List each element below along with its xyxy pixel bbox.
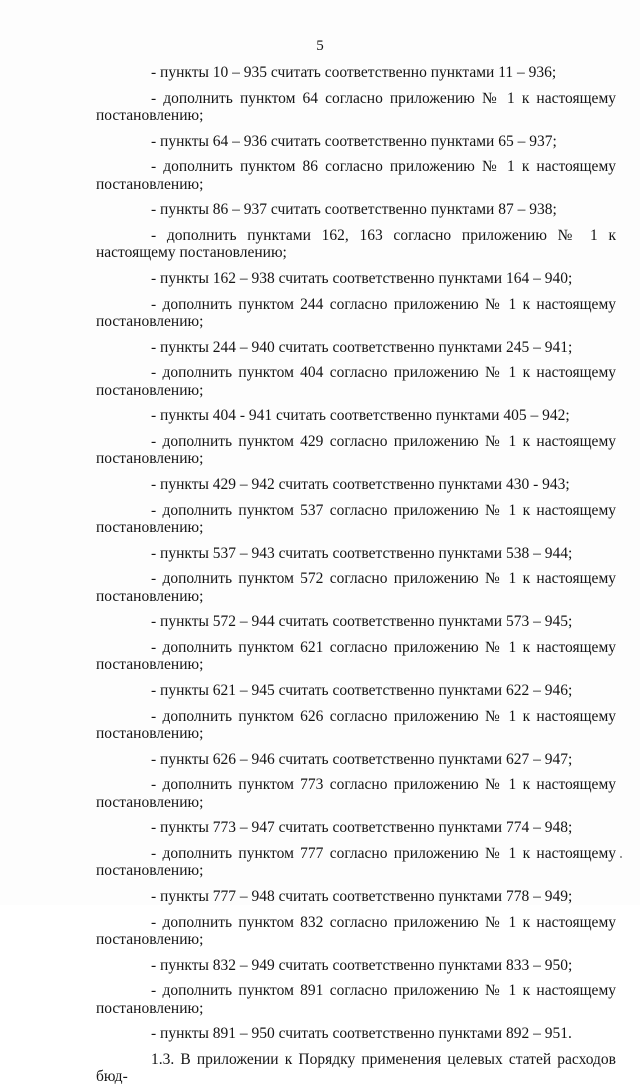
list-item-add: - дополнить пунктом 832 согласно приложению № 1 к настоящему постановлению;: [96, 913, 616, 949]
list-item-renumber: - пункты 832 – 949 считать соответственно пунктами 833 – 950;: [151, 956, 573, 974]
list-item-renumber: - пункты 10 – 935 считать соответственно пунктами 11 – 936;: [151, 64, 557, 81]
list-item-renumber: - пункты 404 - 941 считать соответственно пунктами 405 – 942;: [151, 407, 570, 425]
list-item-add: - дополнить пунктом 86 согласно приложению № 1 к настоящему постановлению;: [96, 158, 616, 193]
list-item-renumber: - пункты 621 – 945 считать соответственно пунктами 622 – 946;: [151, 682, 573, 700]
list-item-renumber: - пункты 626 – 946 считать соответственно пунктами 627 – 947;: [151, 750, 573, 768]
page-number: 5: [316, 38, 324, 54]
list-item-add: - дополнить пунктом 891 согласно приложению № 1 к настоящему постановлению;: [96, 982, 616, 1017]
list-item-add: - дополнить пунктом 773 согласно приложению № 1 к настоящему постановлению;: [96, 776, 616, 811]
list-item-renumber: - пункты 244 – 940 считать соответственно пунктами 245 – 941;: [151, 338, 573, 356]
list-item-renumber: - пункты 64 – 936 считать соответственно пунктами 65 – 937;: [151, 132, 557, 150]
list-item-add: - дополнить пунктом 621 согласно приложению № 1 к настоящему постановлению;: [96, 639, 616, 674]
document-body: [96, 64, 616, 1086]
list-item-renumber: - пункты 777 – 948 считать соответственно пунктами 778 – 949;: [151, 888, 573, 906]
list-item-add: - дополнить пунктом 404 согласно приложению № 1 к настоящему постановлению;: [96, 364, 616, 399]
list-item-add: - дополнить пунктом 429 согласно приложению № 1 к настоящему постановлению;: [96, 433, 616, 468]
list-item-add: - дополнить пунктом 777 согласно приложению № 1 к настоящему постановлению;: [96, 845, 616, 880]
list-item-renumber: - пункты 86 – 937 считать соответственно пунктами 87 – 938;: [151, 201, 557, 219]
section-paragraph: 1.3. В приложении к Порядку применения целевых статей расходов бюд-: [96, 1051, 616, 1086]
list-item-add: - дополнить пунктом 626 согласно приложению № 1 к настоящему постановлению;: [96, 707, 616, 743]
list-item-renumber: - пункты 773 – 947 считать соответственно пунктами 774 – 948;: [151, 819, 573, 837]
list-item-add: - дополнить пунктом 244 согласно приложению № 1 к настоящему постановлению;: [96, 295, 616, 330]
list-item-renumber: - пункты 162 – 938 считать соответственно пунктами 164 – 940;: [151, 270, 573, 288]
list-item-renumber: - пункты 537 – 943 считать соответственно пунктами 538 – 944;: [151, 544, 573, 562]
list-item-renumber: - пункты 891 – 950 считать соответственно пунктами 892 – 951.: [151, 1025, 572, 1043]
list-item-add: - дополнить пунктом 572 согласно приложению № 1 к настоящему постановлению;: [96, 570, 616, 605]
list-item-renumber: - пункты 429 – 942 считать соответственно пунктами 430 - 943;: [151, 476, 570, 494]
scan-speck: [620, 856, 622, 858]
list-item-add: - дополнить пунктом 64 согласно приложению № 1 к настоящему постановлению;: [96, 89, 616, 124]
list-item-add: - дополнить пунктом 537 согласно приложению № 1 к настоящему постановлению;: [96, 501, 616, 537]
list-item-add: - дополнить пунктами 162, 163 согласно приложению № 1 к настоящему постановлению;: [96, 227, 616, 262]
list-item-renumber: - пункты 572 – 944 считать соответственно пунктами 573 – 945;: [151, 613, 573, 631]
